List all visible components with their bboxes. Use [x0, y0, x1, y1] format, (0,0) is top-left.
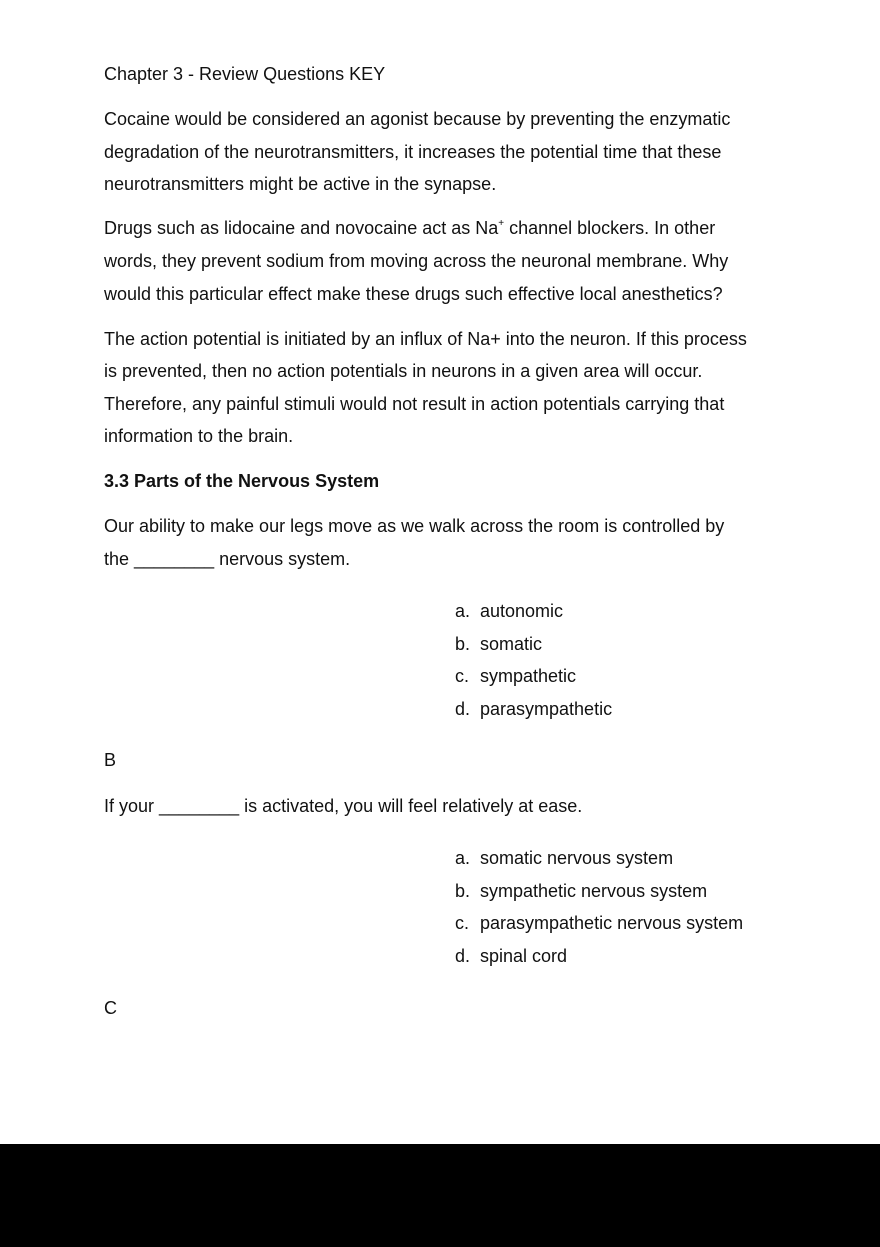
option-a — [455, 842, 743, 875]
fill-in-blank: ________ — [159, 796, 240, 816]
option-letter: b. — [455, 633, 471, 654]
question-1-line-1: Our ability to make our legs move as we walk across the room is controlled by — [104, 516, 725, 536]
p2-text-before: Drugs such as lidocaine and novocaine act as Na — [104, 218, 499, 238]
option-letter: d. — [455, 698, 471, 719]
paragraph-1-line-3: neurotransmitters might be active in the synapse. — [104, 174, 497, 194]
option-c — [455, 907, 743, 940]
option-letter: d. — [455, 945, 471, 966]
option-c — [455, 660, 612, 693]
paragraph-1-line-2: degradation of the neurotransmitters, it increases the potential time that these — [104, 141, 722, 162]
option-a — [455, 595, 612, 628]
option-letter: b. — [455, 880, 471, 901]
option-b — [455, 875, 743, 908]
option-letter: a. — [455, 601, 471, 621]
option-text: autonomic — [480, 601, 564, 621]
question-2-options — [455, 842, 743, 972]
paragraph-3-line-3: Therefore, any painful stimuli would not result in action potentials carrying that — [104, 393, 725, 414]
option-text: somatic — [480, 633, 543, 654]
option-d — [455, 693, 612, 726]
q1-text-after: nervous system. — [214, 549, 351, 569]
superscript-plus: + — [498, 218, 505, 229]
option-b — [455, 628, 612, 661]
paragraph-1-line-1: Cocaine would be considered an agonist because by preventing the enzymatic — [104, 109, 731, 129]
paragraph-3-line-2: is prevented, then no action potentials in neurons in a given area will occur. — [104, 361, 703, 381]
paragraph-3-line-4: information to the brain. — [104, 426, 294, 446]
option-d — [455, 940, 743, 973]
document-title: Chapter 3 - Review Questions KEY — [104, 64, 386, 84]
question-1-options — [455, 595, 612, 725]
option-text: parasympathetic — [480, 698, 613, 719]
question-1-line-2 — [104, 543, 350, 576]
option-text: spinal cord — [480, 945, 568, 966]
paragraph-2-line-1 — [104, 212, 715, 245]
q2-text-after: is activated, you will feel relatively at ease. — [239, 796, 583, 816]
option-letter: c. — [455, 666, 470, 686]
option-text: somatic nervous system — [480, 848, 674, 868]
p2-text-after: channel blockers. In other — [504, 218, 716, 238]
black-bottom-band — [0, 1144, 880, 1247]
option-letter: c. — [455, 913, 470, 933]
paragraph-2-line-3: would this particular effect make these drugs such effective local anesthetics? — [104, 283, 723, 304]
question-1-answer: B — [104, 750, 117, 770]
q1-text-before: the — [104, 549, 135, 569]
paragraph-3-line-1: The action potential is initiated by an influx of Na+ into the neuron. If this process — [104, 329, 747, 349]
question-2-line-1 — [104, 790, 582, 823]
option-text: parasympathetic nervous system — [480, 913, 744, 933]
fill-in-blank: ________ — [134, 549, 215, 569]
option-text: sympathetic — [480, 666, 577, 686]
option-letter: a. — [455, 848, 471, 868]
question-2-answer: C — [104, 998, 117, 1018]
paragraph-2-line-2: words, they prevent sodium from moving across the neuronal membrane. Why — [104, 251, 729, 271]
section-heading: 3.3 Parts of the Nervous System — [104, 471, 380, 491]
q2-text-before: If your — [104, 796, 160, 816]
option-text: sympathetic nervous system — [480, 880, 708, 901]
